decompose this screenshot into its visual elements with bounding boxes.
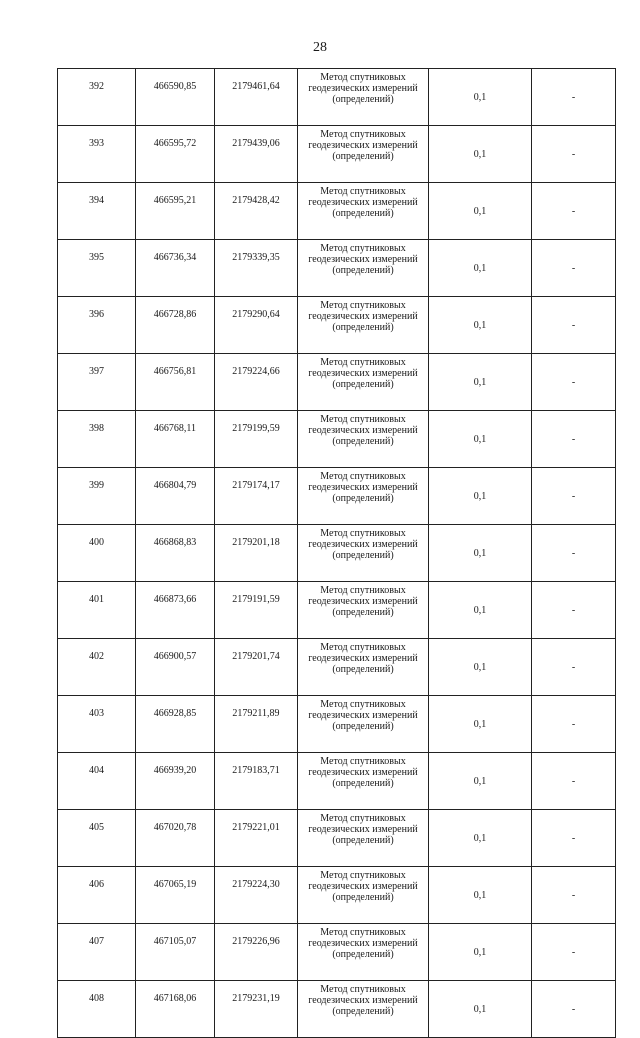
method-cell [298,411,429,468]
method-text-line: геодезических измерений [308,596,418,607]
note-cell: - [532,582,616,639]
note-cell: - [532,297,616,354]
method-cell [298,240,429,297]
method-text-line: Метод спутниковых [320,927,406,938]
method-text-line: (определений) [332,322,394,333]
y-coordinate-cell: 2179183,71 [215,753,298,810]
table-row [58,867,616,924]
method-text-line: (определений) [332,721,394,732]
point-number-cell: 394 [58,183,136,240]
method-text-line: Метод спутниковых [320,984,406,995]
table-row [58,468,616,525]
method-text-line: (определений) [332,436,394,447]
method-text-line: Метод спутниковых [320,870,406,881]
y-coordinate-cell: 2179201,74 [215,639,298,696]
note-cell: - [532,753,616,810]
method-text-line: (определений) [332,1006,394,1017]
method-text-line: Метод спутниковых [320,186,406,197]
x-coordinate-cell: 466590,85 [136,69,215,126]
accuracy-cell: 0,1 [429,69,532,126]
method-cell [298,69,429,126]
table-row [58,354,616,411]
method-text-line: Метод спутниковых [320,528,406,539]
accuracy-cell: 0,1 [429,354,532,411]
method-cell [298,810,429,867]
method-text-line: (определений) [332,265,394,276]
accuracy-cell: 0,1 [429,924,532,981]
point-number-cell: 401 [58,582,136,639]
method-text-line: геодезических измерений [308,197,418,208]
point-number-cell: 404 [58,753,136,810]
y-coordinate-cell: 2179191,59 [215,582,298,639]
method-text-line: Метод спутниковых [320,471,406,482]
method-text-line: (определений) [332,778,394,789]
y-coordinate-cell: 2179461,64 [215,69,298,126]
table-row [58,582,616,639]
method-text-line: Метод спутниковых [320,414,406,425]
x-coordinate-cell: 466928,85 [136,696,215,753]
method-cell [298,183,429,240]
x-coordinate-cell: 466756,81 [136,354,215,411]
coordinates-table-body [58,69,616,1038]
page-number: 28 [313,40,327,55]
y-coordinate-cell: 2179231,19 [215,981,298,1038]
method-text-line: (определений) [332,151,394,162]
note-cell: - [532,126,616,183]
accuracy-cell: 0,1 [429,525,532,582]
accuracy-cell: 0,1 [429,753,532,810]
point-number-cell: 392 [58,69,136,126]
method-text-line: Метод спутниковых [320,585,406,596]
method-text-line: (определений) [332,664,394,675]
method-text-line: геодезических измерений [308,425,418,436]
table-row [58,297,616,354]
method-cell [298,582,429,639]
method-text-line: геодезических измерений [308,311,418,322]
method-cell [298,696,429,753]
x-coordinate-cell: 466595,72 [136,126,215,183]
method-text-line: геодезических измерений [308,83,418,94]
accuracy-cell: 0,1 [429,867,532,924]
method-text-line: Метод спутниковых [320,300,406,311]
x-coordinate-cell: 466728,86 [136,297,215,354]
method-text-line: Метод спутниковых [320,642,406,653]
accuracy-cell: 0,1 [429,810,532,867]
note-cell: - [532,240,616,297]
method-text-line: геодезических измерений [308,767,418,778]
method-text-line: геодезических измерений [308,140,418,151]
y-coordinate-cell: 2179224,66 [215,354,298,411]
method-cell [298,468,429,525]
method-text-line: геодезических измерений [308,653,418,664]
point-number-cell: 407 [58,924,136,981]
method-text-line: (определений) [332,94,394,105]
y-coordinate-cell: 2179221,01 [215,810,298,867]
point-number-cell: 406 [58,867,136,924]
note-cell: - [532,183,616,240]
table-row [58,126,616,183]
point-number-cell: 397 [58,354,136,411]
method-text-line: геодезических измерений [308,938,418,949]
point-number-cell: 399 [58,468,136,525]
method-text-line: (определений) [332,550,394,561]
method-text-line: (определений) [332,835,394,846]
x-coordinate-cell: 466595,21 [136,183,215,240]
method-text-line: геодезических измерений [308,539,418,550]
point-number-cell: 400 [58,525,136,582]
method-text-line: (определений) [332,208,394,219]
method-text-line: Метод спутниковых [320,699,406,710]
x-coordinate-cell: 467020,78 [136,810,215,867]
method-cell [298,354,429,411]
note-cell: - [532,468,616,525]
x-coordinate-cell: 467065,19 [136,867,215,924]
point-number-cell: 395 [58,240,136,297]
y-coordinate-cell: 2179439,06 [215,126,298,183]
x-coordinate-cell: 466868,83 [136,525,215,582]
method-text-line: геодезических измерений [308,254,418,265]
point-number-cell: 396 [58,297,136,354]
method-text-line: Метод спутниковых [320,72,406,83]
x-coordinate-cell: 466900,57 [136,639,215,696]
note-cell: - [532,639,616,696]
y-coordinate-cell: 2179174,17 [215,468,298,525]
method-text-line: Метод спутниковых [320,756,406,767]
method-text-line: геодезических измерений [308,482,418,493]
point-number-cell: 398 [58,411,136,468]
method-text-line: (определений) [332,493,394,504]
method-cell [298,525,429,582]
y-coordinate-cell: 2179428,42 [215,183,298,240]
table-row [58,810,616,867]
accuracy-cell: 0,1 [429,468,532,525]
method-cell [298,867,429,924]
point-number-cell: 393 [58,126,136,183]
method-cell [298,981,429,1038]
note-cell: - [532,867,616,924]
y-coordinate-cell: 2179339,35 [215,240,298,297]
note-cell: - [532,354,616,411]
method-text-line: Метод спутниковых [320,357,406,368]
y-coordinate-cell: 2179224,30 [215,867,298,924]
method-cell [298,924,429,981]
note-cell: - [532,696,616,753]
note-cell: - [532,411,616,468]
method-text-line: геодезических измерений [308,995,418,1006]
accuracy-cell: 0,1 [429,297,532,354]
y-coordinate-cell: 2179211,89 [215,696,298,753]
y-coordinate-cell: 2179290,64 [215,297,298,354]
table-row [58,639,616,696]
x-coordinate-cell: 466939,20 [136,753,215,810]
method-text-line: геодезических измерений [308,881,418,892]
table-row [58,69,616,126]
method-cell [298,639,429,696]
method-text-line: Метод спутниковых [320,129,406,140]
method-text-line: Метод спутниковых [320,243,406,254]
table-row [58,240,616,297]
accuracy-cell: 0,1 [429,240,532,297]
note-cell: - [532,525,616,582]
x-coordinate-cell: 466873,66 [136,582,215,639]
point-number-cell: 402 [58,639,136,696]
table-row [58,183,616,240]
method-text-line: (определений) [332,607,394,618]
method-text-line: геодезических измерений [308,824,418,835]
table-row [58,981,616,1038]
x-coordinate-cell: 467168,06 [136,981,215,1038]
method-text-line: Метод спутниковых [320,813,406,824]
accuracy-cell: 0,1 [429,411,532,468]
note-cell: - [532,69,616,126]
accuracy-cell: 0,1 [429,126,532,183]
method-text-line: (определений) [332,892,394,903]
point-number-cell: 405 [58,810,136,867]
note-cell: - [532,810,616,867]
x-coordinate-cell: 466804,79 [136,468,215,525]
table-row [58,924,616,981]
y-coordinate-cell: 2179199,59 [215,411,298,468]
method-text-line: (определений) [332,949,394,960]
x-coordinate-cell: 466768,11 [136,411,215,468]
table-row [58,411,616,468]
method-cell [298,126,429,183]
accuracy-cell: 0,1 [429,696,532,753]
x-coordinate-cell: 467105,07 [136,924,215,981]
y-coordinate-cell: 2179226,96 [215,924,298,981]
method-text-line: геодезических измерений [308,368,418,379]
method-text-line: (определений) [332,379,394,390]
accuracy-cell: 0,1 [429,582,532,639]
point-number-cell: 408 [58,981,136,1038]
y-coordinate-cell: 2179201,18 [215,525,298,582]
coordinates-table [57,68,616,1038]
point-number-cell: 403 [58,696,136,753]
table-row [58,525,616,582]
method-text-line: геодезических измерений [308,710,418,721]
table-row [58,696,616,753]
accuracy-cell: 0,1 [429,981,532,1038]
method-cell [298,753,429,810]
note-cell: - [532,981,616,1038]
note-cell: - [532,924,616,981]
method-cell [298,297,429,354]
table-row [58,753,616,810]
accuracy-cell: 0,1 [429,183,532,240]
accuracy-cell: 0,1 [429,639,532,696]
x-coordinate-cell: 466736,34 [136,240,215,297]
